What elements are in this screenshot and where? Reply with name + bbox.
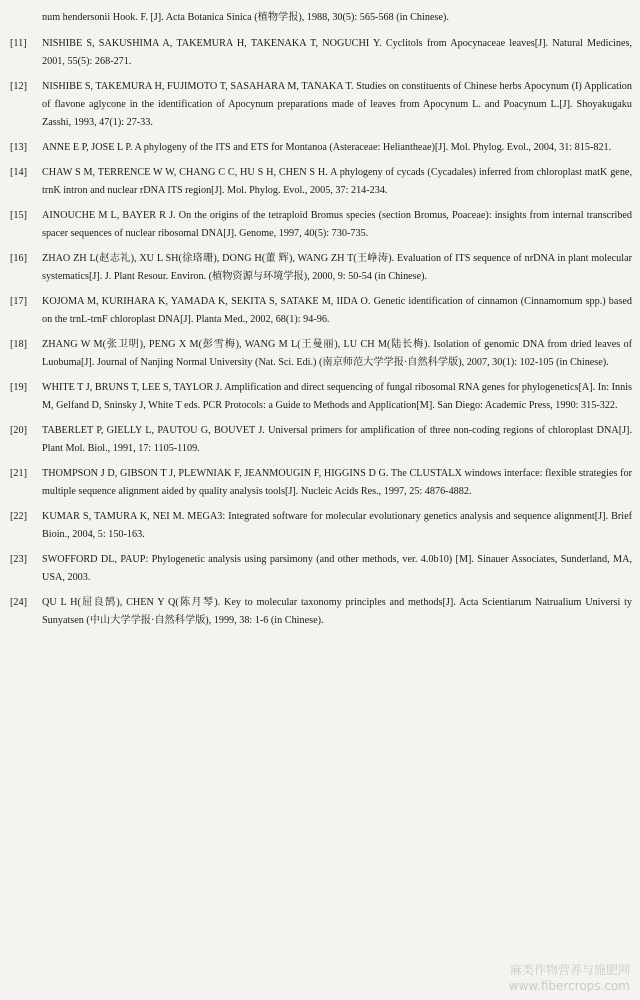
reference-entry [10,293,632,329]
reference-number: [11] [10,38,27,49]
reference-number: [19] [10,382,27,393]
reference-entry [10,35,632,71]
reference-entry [10,250,632,286]
reference-number: [18] [10,339,27,350]
reference-entry [10,336,632,372]
reference-entry [10,164,632,200]
reference-list [10,35,632,630]
reference-number: [14] [10,167,27,178]
reference-entry [10,422,632,458]
reference-text: WHITE T J, BRUNS T, LEE S, TAYLOR J. Amplification and direct sequencing of fungal ribosomal RNA genes for phylogenetics[A]. In: Innis M, Gelfand D, Sninsky J, White T eds. PCR Protocols: a Guide to Methods and Application[M]. San Diego: Academic Press, 1990: 315-322. [42,382,632,411]
reference-number: [12] [10,81,27,92]
reference-text: SWOFFORD DL, PAUP: Phylogenetic analysis using parsimony (and other methods, ver. 4.0b10) [M]. Sinauer Associates, Sunderland, MA, USA, 2003. [42,554,632,583]
reference-entry [10,78,632,132]
reference-number: [13] [10,142,27,153]
reference-entry [10,379,632,415]
reference-number: [21] [10,468,27,479]
reference-entry [10,508,632,544]
reference-number: [20] [10,425,27,436]
reference-text: KUMAR S, TAMURA K, NEI M. MEGA3: Integrated software for molecular evolutionary genetics analysis and sequence alignment[J]. Brief Bioin., 2004, 5: 150-163. [42,511,632,540]
reference-entry [10,594,632,630]
reference-text: NISHIBE S, TAKEMURA H, FUJIMOTO T, SASAHARA M, TANAKA T. Studies on constituents of Chinese herbs Apocynum (I) Application of flavone aglycone in the identification of Apocynum preparations made of leaves from Apocynum L. and Poacynum L.[J]. Shoyakugaku Zasshi, 1993, 47(1): 27-33. [42,81,632,128]
reference-continuation: num hendersonii Hook. F. [J]. Acta Botanica Sinica (植物学报), 1988, 30(5): 565-568 (in Chinese). [42,12,449,23]
reference-text: NISHIBE S, SAKUSHIMA A, TAKEMURA H, TAKENAKA T, NOGUCHI Y. Cyclitols from Apocynaceae leaves[J]. Natural Medicines, 2001, 55(5): 268-271. [42,38,632,67]
reference-number: [22] [10,511,27,522]
reference-text: QU L H(屈良鹄), CHEN Y Q(陈月琴). Key to molecular taxonomy principles and methods[J]. Acta Scientiarum Natrualium Universi ty Sunyatsen (中山大学学报·自然科学版), 1999, 38: 1-6 (in Chinese). [42,597,632,626]
reference-text: ZHANG W M(张卫明), PENG X M(彭雪梅), WANG M L(王曼丽), LU CH M(陆长梅). Isolation of genomic DNA from dried leaves of Luobuma[J]. Journal of Nanjing Normal University (Nat. Sci. Edi.) (南京师范大学学报·自然科学版), 2007, 30(1): 102-105 (in Chinese). [42,339,632,368]
reference-text: ANNE E P, JOSE L P. A phylogeny of the ITS and ETS for Montanoa (Asteraceae: Heliantheae)[J]. Mol. Phylog. Evol., 2004, 31: 815-821. [42,142,612,153]
reference-text: ZHAO ZH L(赵志礼), XU L SH(徐珞珊), DONG H(董 辉), WANG ZH T(王峥涛). Evaluation of ITS sequence of nrDNA in plant molecular systematics[J]. J. Plant Resour. Environ. (植物资源与环境学报), 2000, 9: 50-54 (in Chinese). [42,253,632,282]
reference-number: [23] [10,554,27,565]
reference-entry [10,207,632,243]
watermark-line-1: 麻类作物营养与施肥网 [509,963,630,977]
reference-entry [10,551,632,587]
reference-entry [10,139,632,157]
reference-text: THOMPSON J D, GIBSON T J, PLEWNIAK F, JEANMOUGIN F, HIGGINS D G. The CLUSTALX windows interface: flexible strategies for multiple sequence alignment aided by quality analysis tools[J]. Nucleic Acids Res., 1997, 25: 4876-4882. [42,468,632,497]
reference-number: [24] [10,597,27,608]
reference-number: [15] [10,210,27,221]
watermark [509,962,630,994]
watermark-line-2: www.fibercrops.com [508,979,630,993]
reference-text: KOJOMA M, KURIHARA K, YAMADA K, SEKITA S, SATAKE M, IIDA O. Genetic identification of cinnamon (Cinnamomum spp.) based on the trnL-trnF chloroplast DNA[J]. Planta Med., 2002, 68(1): 94-96. [42,296,632,325]
reference-text: AINOUCHE M L, BAYER R J. On the origins of the tetraploid Bromus species (section Bromus, Poaceae): insights from internal transcribed spacer sequences of nuclear ribosomal DNA[J]. Genome, 1997, 40(5): 730-735. [42,210,632,239]
reference-number: [16] [10,253,27,264]
reference-text: TABERLET P, GIELLY L, PAUTOU G, BOUVET J. Universal primers for amplification of three non-coding regions of chloroplast DNA[J]. Plant Mol. Biol., 1991, 17: 1105-1109. [42,425,632,454]
reference-text: CHAW S M, TERRENCE W W, CHANG C C, HU S H, CHEN S H. A phylogeny of cycads (Cycadales) inferred from chloroplast matK gene, trnK intron and nuclear rDNA ITS region[J]. Mol. Phylog. Evol., 2005, 37: 214-234. [42,167,632,196]
reference-number: [17] [10,296,27,307]
reference-entry [10,465,632,501]
